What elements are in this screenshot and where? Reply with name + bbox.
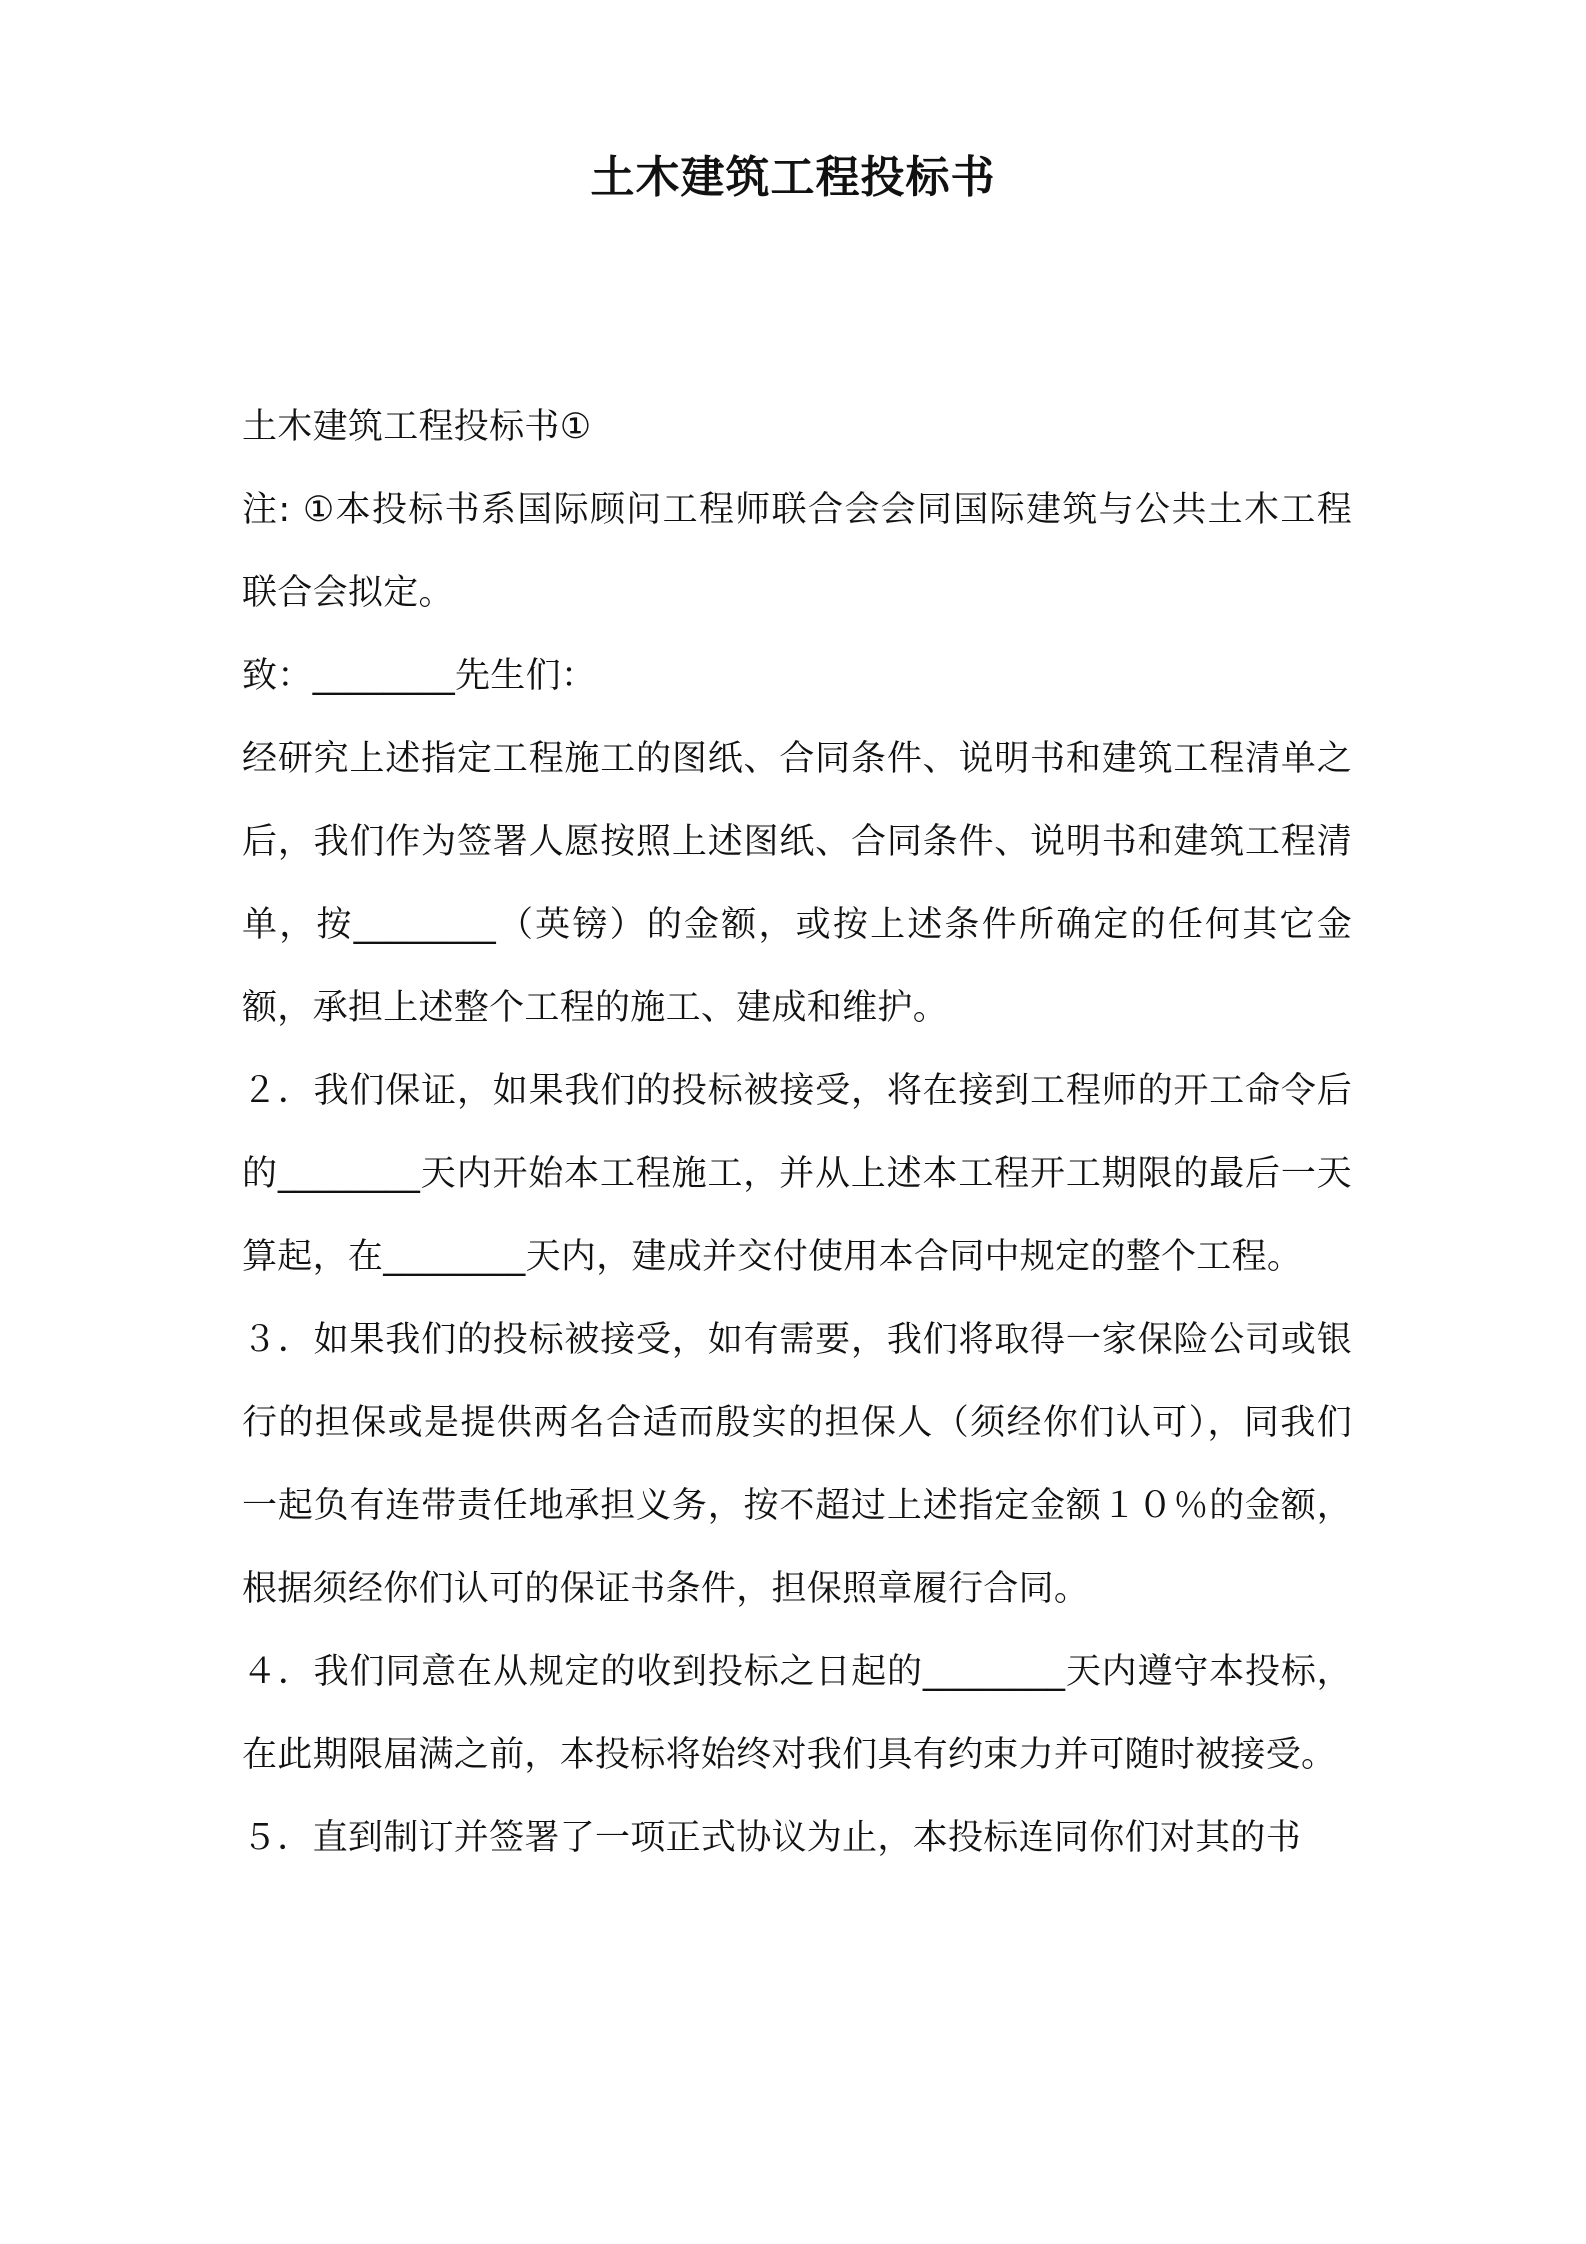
paragraph-4: ４．我们同意在从规定的收到投标之日起的________天内遵守本投标，在此期限届满之前，本投标将始终对我们具有约束力并可随时被接受。: [242, 1652, 1352, 1775]
document-title: 土木建筑工程投标书: [590, 152, 996, 203]
paragraph-salutation: 致：________先生们：: [242, 656, 597, 696]
paragraph-heading: 土木建筑工程投标书①: [242, 407, 592, 447]
paragraph-2: ２．我们保证，如果我们的投标被接受，将在接到工程师的开工命令后的________天内开始本工程施工，并从上述本工程开工期限的最后一天算起，在________天内，建成并交付使用本合同中规定的整个工程。: [242, 1071, 1352, 1277]
paragraph-5: ５．直到制订并签署了一项正式协议为止，本投标连同你们对其的书: [242, 1818, 1302, 1858]
paragraph-1: 经研究上述指定工程施工的图纸、合同条件、说明书和建筑工程清单之后，我们作为签署人愿按照上述图纸、合同条件、说明书和建筑工程清单，按________（英镑）的金额，或按上述条件所确定的任何其它金额，承担上述整个工程的施工、建成和维护。: [242, 739, 1352, 1028]
document-body: [242, 386, 1352, 1880]
paragraph-3: ３．如果我们的投标被接受，如有需要，我们将取得一家保险公司或银行的担保或是提供两名合适而殷实的担保人（须经你们认可），同我们一起负有连带责任地承担义务，按不超过上述指定金额１０％的金额，根据须经你们认可的保证书条件，担保照章履行合同。: [242, 1320, 1352, 1609]
paragraph-note: 注: ①本投标书系国际顾问工程师联合会会同国际建筑与公共土木工程联合会拟定。: [242, 490, 1352, 613]
